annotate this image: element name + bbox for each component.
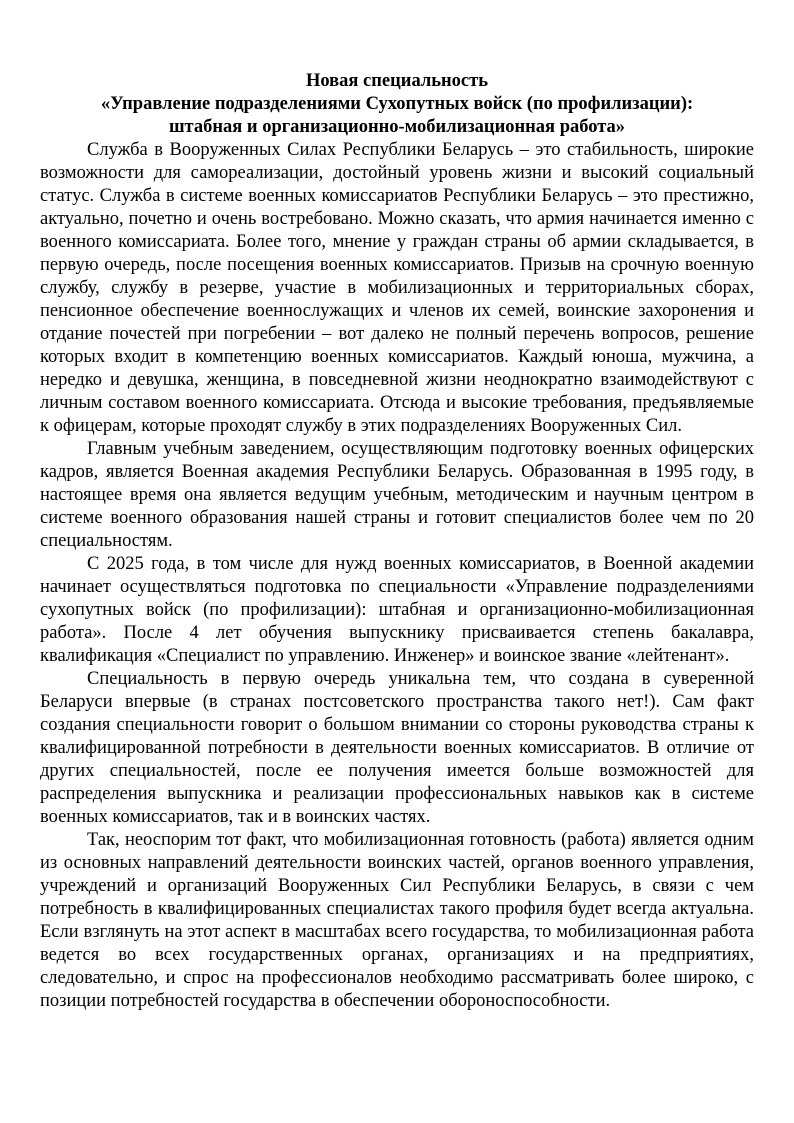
title-line-1: Новая специальность: [305, 71, 489, 91]
document-title: [40, 70, 754, 139]
paragraph-military-academy: Главным учебным заведением, осуществляющим подготовку военных офицерских кадров, является Военная академия Республики Беларусь. Образованная в 1995 году, в настоящее время она является ведущим учебным, методическим и научным центром в системе военного образования нашей страны и готовит специалистов более чем по 20 специальностям.: [40, 439, 754, 551]
paragraph-new-specialty: С 2025 года, в том числе для нужд военных комиссариатов, в Военной академии начинает осуществляться подготовка по специальности «Управление подразделениями сухопутных войск (по профилизации): штабная и организационно-мобилизационная работа». После 4 лет обучения выпускнику присваивается степень бакалавра, квалификация «Специалист по управлению. Инженер» и воинское звание «лейтенант».: [40, 554, 754, 666]
document-page: [40, 70, 754, 1013]
title-line-3: штабная и организационно-мобилизационная работа»: [168, 117, 626, 137]
paragraph-mobilization-readiness: Так, неоспорим тот факт, что мобилизационная готовность (работа) является одним из основных направлений деятельности воинских частей, органов военного управления, учреждений и организаций Вооруженных Сил Республики Беларусь, в связи с чем потребность в квалифицированных специалистах такого профиля будет всегда актуальна. Если взглянуть на этот аспект в масштабах всего государства, то мобилизационная работа ведется во всех государственных органах, организациях и на предприятиях, следовательно, и спрос на профессионалов необходимо рассматривать более широко, с позиции потребностей государства в обеспечении обороноспособности.: [40, 830, 754, 1011]
paragraph-service-overview: Служба в Вооруженных Силах Республики Беларусь – это стабильность, широкие возможности для самореализации, достойный уровень жизни и высокий социальный статус. Служба в системе военных комиссариатов Республики Беларусь – это престижно, актуально, почетно и очень востребовано. Можно сказать, что армия начинается именно с военного комиссариата. Более того, мнение у граждан страны об армии складывается, в первую очередь, после посещения военных комиссариатов. Призыв на срочную военную службу, службу в резерве, участие в мобилизационных и территориальных сборах, пенсионное обеспечение военнослужащих и членов их семей, воинские захоронения и отдание почестей при погребении – вот далеко не полный перечень вопросов, решение которых входит в компетенцию военных комиссариатов. Каждый юноша, мужчина, а нередко и девушка, женщина, в повседневной жизни неоднократно взаимодействуют с личным составом военного комиссариата. Отсюда и высокие требования, предъявляемые к офицерам, которые проходят службу в этих подразделениях Вооруженных Сил.: [40, 140, 754, 436]
title-line-2: «Управление подразделениями Сухопутных войск (по профилизации):: [100, 94, 694, 114]
paragraph-uniqueness: Специальность в первую очередь уникальна тем, что создана в суверенной Беларуси впервые (в странах постсоветского пространства такого нет!). Сам факт создания специальности говорит о большом внимании со стороны руководства страны к квалифицированной потребности в деятельности военных комиссариатов. В отличие от других специальностей, после ее получения имеется больше возможностей для распределения выпускника и реализации профессиональных навыков как в системе военных комиссариатов, так и в воинских частях.: [40, 669, 754, 827]
